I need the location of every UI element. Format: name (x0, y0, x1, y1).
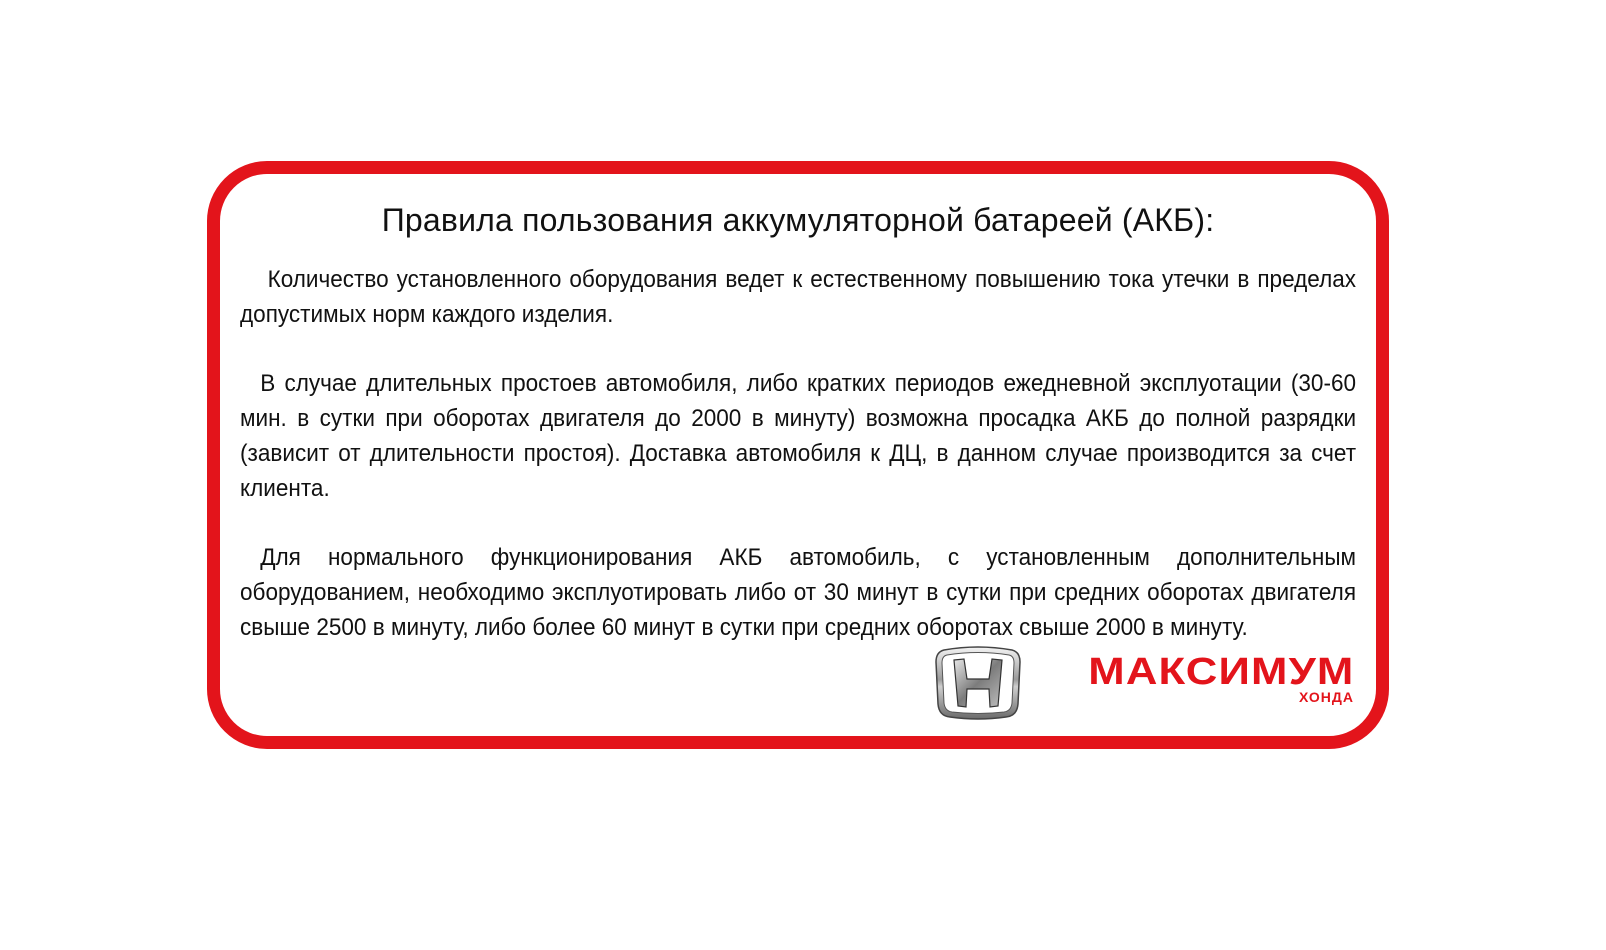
brand-block (934, 646, 1354, 722)
honda-h-emblem-icon (934, 646, 1022, 720)
notice-paragraph-leakage: Количество установленного оборудования ведет к естественному повышению тока утечки в пределах допустимых норм каждого изделия. (240, 266, 1357, 328)
notice-paragraph-operation: Для нормального функционирования АКБ автомобиль, с установленным дополнительным оборудованием, необходимо эксплуотировать либо от 30 минут в сутки при средних оборотах двигателя свыше 2500 в минуту, либо более 60 минут в сутки при средних оборотах свыше 2000 в минуту. (240, 544, 1357, 641)
dealer-logo (1087, 651, 1355, 705)
notice-paragraph-discharge: В случае длительных простоев автомобиля, либо кратких периодов ежедневной эксплуотации (30-60 мин. в сутки при оборотах двигателя до 2000 в минуту) возможна просадка АКБ до полной разрядки (зависит от длительности простоя). Доставка автомобиля к ДЦ, в данном случае производится за счет клиента. (240, 370, 1357, 502)
notice-card (207, 161, 1389, 749)
notice-body (240, 262, 1356, 679)
dealer-subtitle: ХОНДА (1298, 689, 1354, 705)
notice-title: Правила пользования аккумуляторной батареей (АКБ): (381, 202, 1215, 238)
dealer-name: МАКСИМУМ (1087, 651, 1354, 693)
